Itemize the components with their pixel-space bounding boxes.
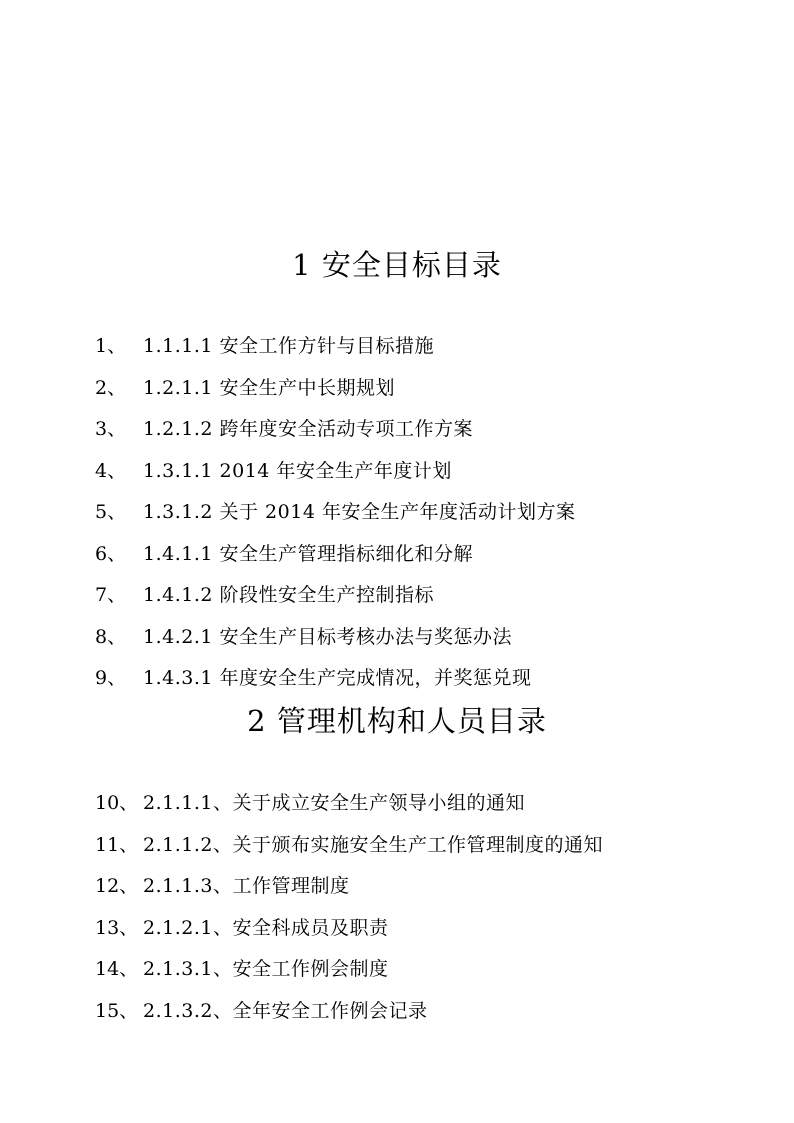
- toc-item: [0, 825, 794, 867]
- toc-list-section-1: [0, 326, 794, 700]
- toc-list-section-2: [0, 783, 794, 1032]
- toc-item-text: 1.4.2.1 安全生产目标考核办法与奖惩办法: [143, 625, 513, 648]
- toc-item: [0, 617, 794, 659]
- section-title-1: 1 安全目标目录: [292, 248, 502, 282]
- toc-item: [0, 368, 794, 410]
- toc-item-text: 1.2.1.2 跨年度安全活动专项工作方案: [143, 418, 474, 440]
- toc-item-text: 1.4.1.2 阶段性安全生产控制指标: [143, 584, 435, 606]
- toc-item-number: 4、: [95, 459, 127, 482]
- toc-item-text: 1.4.3.1 年度安全生产完成情况，并奖惩兑现: [143, 667, 532, 689]
- toc-item: [0, 949, 794, 991]
- toc-item: [0, 534, 794, 576]
- section-title-2: 2 管理机构和人员目录: [247, 704, 547, 738]
- toc-item-text: 2.1.1.2、关于颁布实施安全生产工作管理制度的通知: [143, 833, 603, 856]
- toc-item-number: 9、: [95, 667, 127, 689]
- toc-item: [0, 783, 794, 825]
- toc-item: [0, 326, 794, 368]
- toc-item-number: 7、: [95, 584, 127, 606]
- toc-item-number: 11、: [95, 833, 139, 856]
- toc-item: [0, 866, 794, 908]
- toc-item-text: 1.1.1.1 安全工作方针与目标措施: [143, 335, 435, 357]
- toc-item-text: 2.1.1.1、关于成立安全生产领导小组的通知: [143, 792, 525, 814]
- toc-item-text: 2.1.1.3、工作管理制度: [143, 875, 350, 897]
- toc-item-number: 14、: [95, 958, 139, 980]
- toc-item: [0, 492, 794, 534]
- toc-item-number: 6、: [95, 542, 127, 565]
- toc-item-number: 8、: [95, 625, 127, 648]
- toc-item-text: 2.1.3.1、安全工作例会制度: [143, 958, 389, 980]
- toc-item: [0, 991, 794, 1033]
- toc-item: [0, 908, 794, 950]
- toc-item-number: 10、: [95, 792, 139, 814]
- toc-item: [0, 409, 794, 451]
- toc-item-text: 1.3.1.2 关于 2014 年安全生产年度活动计划方案: [143, 501, 576, 523]
- toc-item-number: 3、: [95, 418, 127, 440]
- toc-item-text: 2.1.2.1、安全科成员及职责: [143, 916, 389, 939]
- toc-item-number: 12、: [95, 875, 139, 897]
- toc-item-text: 1.4.1.1 安全生产管理指标细化和分解: [143, 542, 474, 565]
- toc-item-text: 1.2.1.1 安全生产中长期规划: [143, 376, 396, 399]
- toc-item-text: 2.1.3.2、全年安全工作例会记录: [143, 999, 428, 1022]
- toc-item: [0, 658, 794, 700]
- toc-item-number: 2、: [95, 376, 127, 399]
- toc-item: [0, 575, 794, 617]
- toc-item: [0, 451, 794, 493]
- toc-item-number: 15、: [95, 999, 139, 1022]
- toc-item-text: 1.3.1.1 2014 年安全生产年度计划: [143, 459, 452, 482]
- toc-item-number: 1、: [95, 335, 127, 357]
- toc-item-number: 5、: [95, 501, 127, 523]
- toc-item-number: 13、: [95, 916, 139, 939]
